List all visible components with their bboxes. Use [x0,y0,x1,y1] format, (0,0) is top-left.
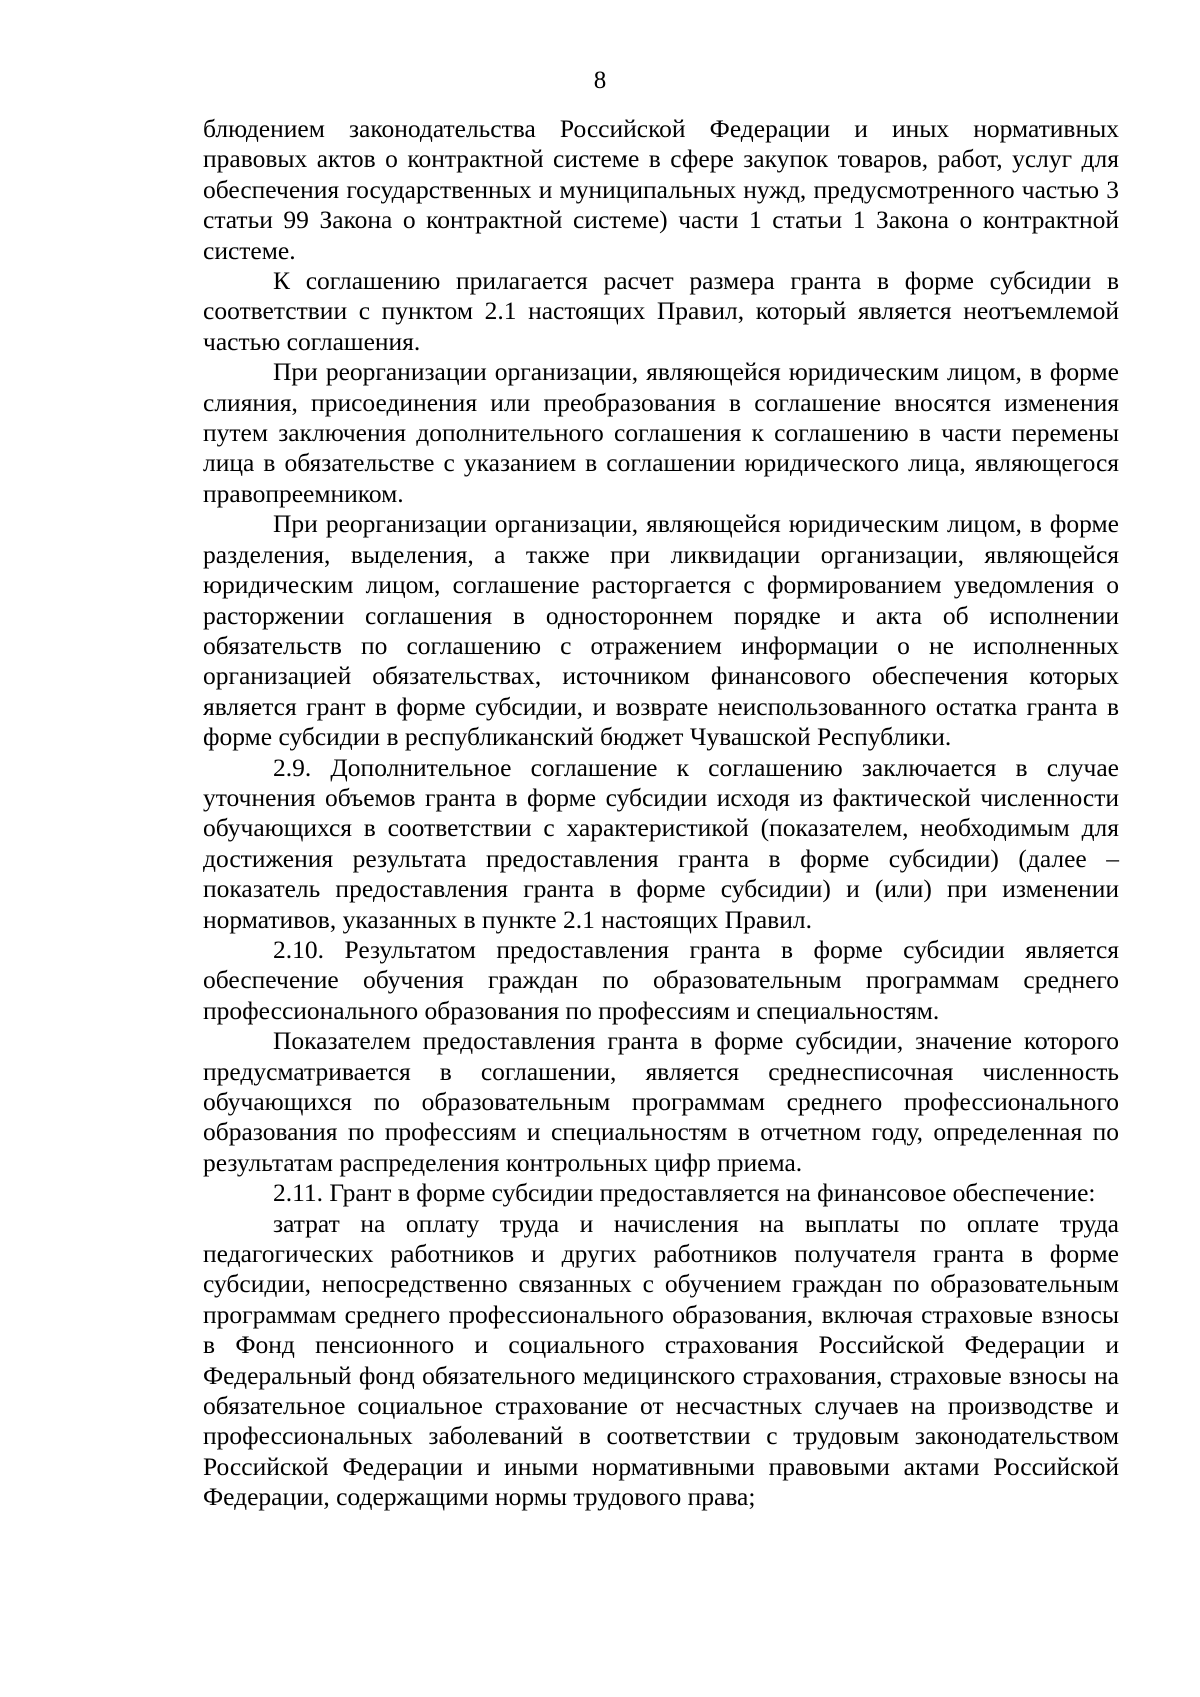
paragraph-continuation: блюдением законодательства Российской Федерации и иных нормативных правовых актов о контрактной системе в сфере закупок товаров, работ, услуг для обеспечения государственных и муниципальных нужд, предусмотренного частью 3 статьи 99 Закона о контрактной системе) части 1 статьи 1 Закона о контрактной системе. [203,114,1119,265]
paragraph-clause-2-10: 2.10. Результатом предоставления гранта в форме субсидии является обеспечение обучения граждан по образовательным программам среднего профессионального образования по профессиям и специальностям. [203,934,1119,1025]
paragraph-clause-2-11: 2.11. Грант в форме субсидии предоставляется на финансовое обеспечение: [273,1178,1096,1208]
paragraph-labor-costs: затрат на оплату труда и начисления на выплаты по оплате труда педагогических работников и других работников получателя гранта в форме субсидии, непосредственно связанных с обучением граждан по образовательным программам среднего профессионального образования, включая страховые взносы в Фонд пенсионного и социального страхования Российской Федерации и Федеральный фонд обязательного медицинского страхования, страховые взносы на обязательное социальное страхование от несчастных случаев на производстве и профессиональных заболеваний в соответствии с трудовым законодательством Российской Федерации и иными нормативными правовыми актами Российской Федерации, содержащими нормы трудового права; [203,1208,1119,1512]
paragraph-indicator: Показателем предоставления гранта в форме субсидии, значение которого предусматривается в соглашении, является среднесписочная численность обучающихся по образовательным программам среднего профессионального образования по профессиям и специальностям в отчетном году, определенная по результатам распределения контрольных цифр приема. [203,1026,1119,1177]
paragraph-calculation-attachment: К соглашению прилагается расчет размера гранта в форме субсидии в соответствии с пунктом 2.1 настоящих Правил, который является неотъемлемой частью соглашения. [203,266,1119,356]
document-body [203,114,1119,1513]
page-number: 8 [593,67,607,94]
paragraph-clause-2-9: 2.9. Дополнительное соглашение к соглашению заключается в случае уточнения объемов гранта в форме субсидии исходя из фактической численности обучающихся в соответствии с характеристикой (показателем, необходимым для достижения результата предоставления гранта в форме субсидии) (далее – показатель предоставления гранта в форме субсидии) и (или) при изменении нормативов, указанных в пункте 2.1 настоящих Правил. [203,752,1119,934]
paragraph-reorganization-merger: При реорганизации организации, являющейся юридическим лицом, в форме слияния, присоединения или преобразования в соглашение вносятся изменения путем заключения дополнительного соглашения к соглашению в части перемены лица в обязательстве с указанием в соглашении юридического лица, являющегося правопреемником. [203,357,1119,508]
paragraph-reorganization-division: При реорганизации организации, являющейся юридическим лицом, в форме разделения, выделения, а также при ликвидации организации, являющейся юридическим лицом, соглашение расторгается с формированием уведомления о расторжении соглашения в одностороннем порядке и акта об исполнении обязательств по соглашению с отражением информации о не исполненных организацией обязательствах, источником финансового обеспечения которых является грант в форме субсидии, и возврате неиспользованного остатка гранта в форме субсидии в республиканский бюджет Чувашской Республики. [203,509,1119,752]
